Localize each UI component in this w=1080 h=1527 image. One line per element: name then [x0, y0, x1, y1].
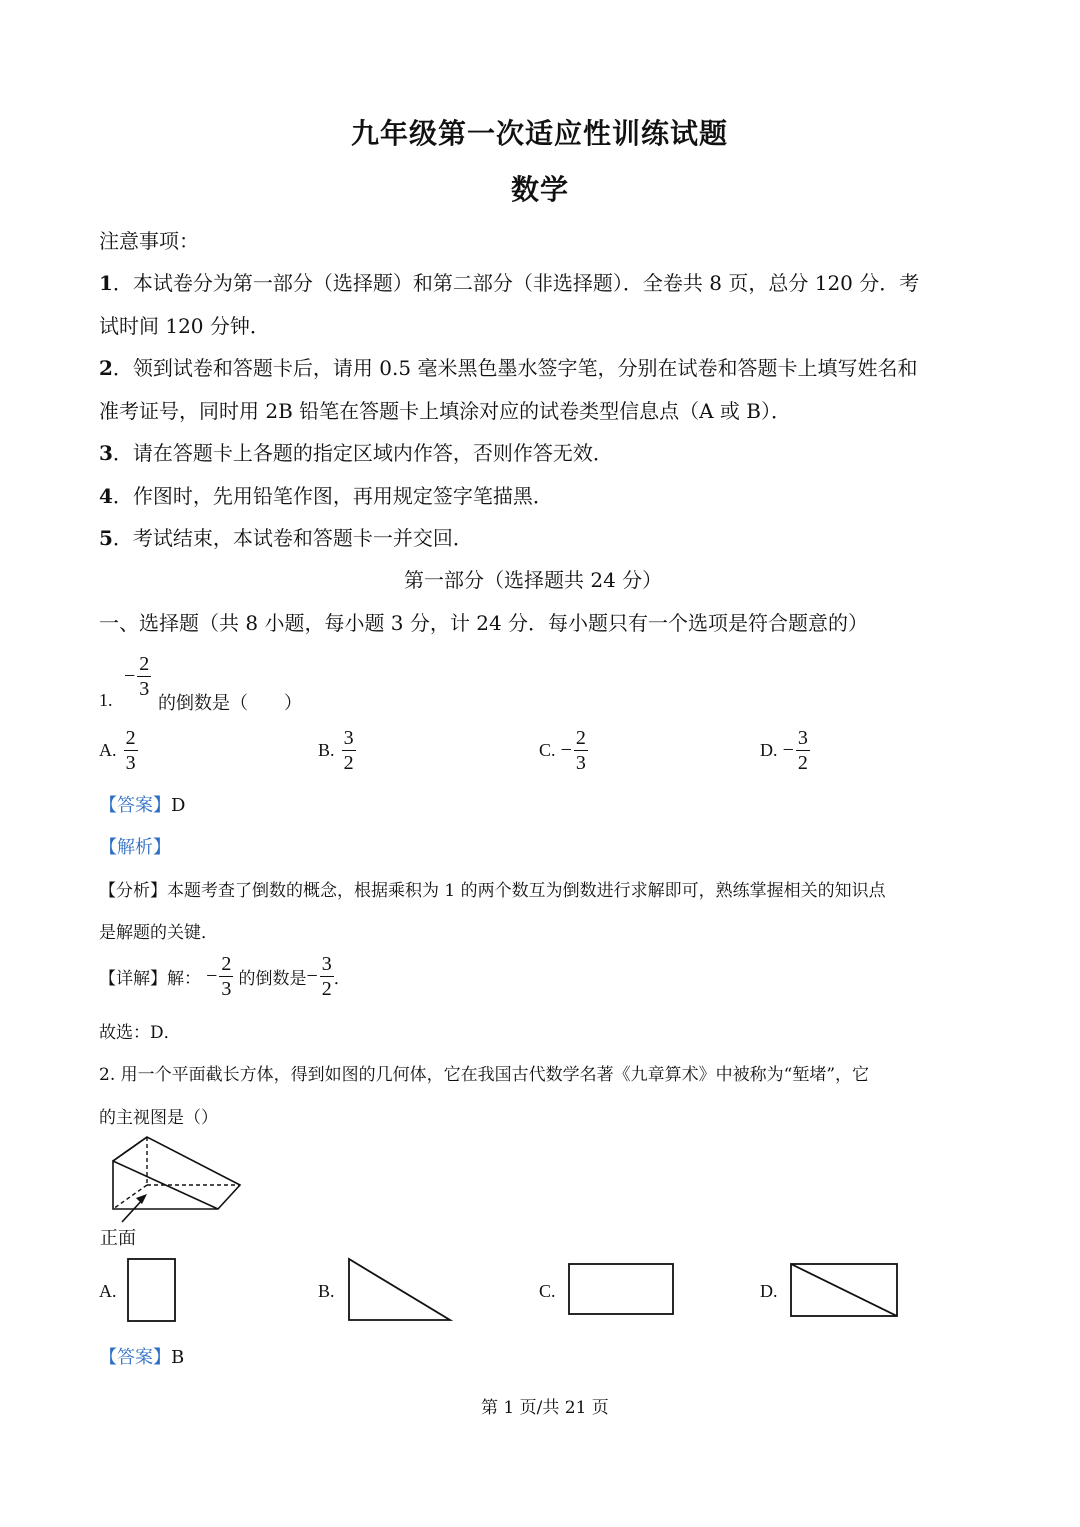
- page-footer: 第 1 页/共 21 页: [481, 1398, 609, 1418]
- detail-end: ．: [333, 969, 351, 989]
- denominator: 2: [343, 752, 354, 774]
- tall-rectangle: [128, 1259, 175, 1321]
- q1-option-c[interactable]: [539, 727, 588, 774]
- q2-option-d-figure[interactable]: [790, 1263, 900, 1319]
- q2-option-a-label[interactable]: A.: [99, 1281, 117, 1301]
- right-triangle: [349, 1259, 450, 1320]
- denominator: 3: [221, 978, 232, 1000]
- q1-choice: 故选：D．: [99, 1023, 181, 1043]
- denominator: 3: [575, 752, 586, 774]
- denominator: 2: [321, 978, 332, 1000]
- solid-top-edge: [113, 1137, 147, 1161]
- note-number: 3: [99, 441, 113, 465]
- notes-heading: 注意事项：: [99, 229, 199, 253]
- q2-line2: 的主视图是（）: [99, 1108, 218, 1128]
- q2-answer: [99, 1343, 184, 1369]
- numerator: 3: [321, 953, 332, 975]
- minus-sign: −: [306, 965, 318, 987]
- minus-sign: −: [124, 665, 136, 687]
- page-title: 九年级第一次适应性训练试题: [351, 117, 729, 150]
- option-sign: −: [782, 739, 794, 761]
- q1-option-d[interactable]: [760, 727, 810, 774]
- detail-mid: 的倒数是: [238, 969, 307, 989]
- front-arrow-head: [136, 1194, 147, 1204]
- q2-option-c-label[interactable]: C.: [539, 1281, 556, 1301]
- q1-fenxi-line2: 是解题的关键．: [99, 923, 218, 943]
- note-text: ．请在答题卡上各题的指定区域内作答，否则作答无效．: [112, 441, 613, 465]
- option-label: B.: [318, 740, 335, 760]
- q1-number: 1.: [99, 690, 113, 710]
- q2-option-b-label[interactable]: B.: [318, 1281, 335, 1301]
- answer-tag: 【答案】: [99, 1347, 171, 1368]
- answer-value: D: [171, 795, 186, 816]
- option-sign: −: [560, 739, 572, 761]
- answer-value: B: [171, 1347, 185, 1368]
- q1-detail: [99, 953, 351, 1000]
- note-text: ．作图时，先用铅笔作图，再用规定签字笔描黑．: [112, 484, 553, 508]
- note-number: 2: [99, 356, 113, 380]
- note-number: 1: [99, 271, 113, 295]
- note-item-1: [99, 267, 919, 296]
- q1-option-b[interactable]: [318, 727, 356, 774]
- denominator: 3: [125, 752, 136, 774]
- note-item-2-cont: 准考证号，同时用 2B 铅笔在答题卡上填涂对应的试卷类型信息点（A 或 B）．: [99, 399, 791, 423]
- part1-heading: 第一部分（选择题共 24 分）: [404, 568, 663, 592]
- q1-fraction: [124, 653, 151, 700]
- note-item-2: [99, 352, 917, 381]
- numerator: 2: [125, 727, 136, 749]
- note-item-4: [99, 480, 553, 509]
- detail-prefix: 【详解】解：: [99, 969, 201, 989]
- note-item-5: [99, 522, 473, 551]
- q1-fenxi-line1: 【分析】本题考查了倒数的概念，根据乘积为 1 的两个数互为倒数进行求解即可，熟练掌握相关的知识点: [99, 881, 886, 901]
- q2-line1: 2. 用一个平面截长方体，得到如图的几何体，它在我国古代数学名著《九章算术》中被称为“堑堵”，它: [99, 1065, 870, 1085]
- minus-sign: −: [206, 965, 218, 987]
- note-text: ．本试卷分为第一部分（选择题）和第二部分（非选择题）．全卷共 8 页，总分 120 分．考: [112, 271, 920, 295]
- section-heading: 一、选择题（共 8 小题，每小题 3 分，计 24 分．每小题只有一个选项是符合题意的）: [99, 611, 869, 635]
- front-label: 正面: [100, 1228, 136, 1249]
- option-label: D.: [760, 740, 778, 760]
- solid-figure: [100, 1132, 250, 1232]
- note-item-1-cont: 试时间 120 分钟．: [99, 314, 270, 338]
- note-text: ．领到试卷和答题卡后，请用 0.5 毫米黑色墨水签字笔，分别在试卷和答题卡上填写姓名和: [112, 356, 918, 380]
- numerator: 2: [575, 727, 586, 749]
- diagonal-line: [791, 1264, 897, 1316]
- note-number: 5: [99, 526, 113, 550]
- q1-option-a[interactable]: [99, 727, 138, 774]
- q2-option-d-label[interactable]: D.: [760, 1281, 778, 1301]
- q2-option-c-figure[interactable]: [568, 1263, 676, 1317]
- q1-answer: [99, 791, 185, 817]
- option-label: A.: [99, 740, 117, 760]
- numerator: 2: [139, 653, 150, 675]
- wide-rectangle: [569, 1264, 673, 1314]
- numerator: 3: [797, 727, 808, 749]
- numerator: 2: [221, 953, 232, 975]
- denominator: 3: [139, 678, 150, 700]
- note-text: ．考试结束，本试卷和答题卡一并交回．: [112, 526, 473, 550]
- denominator: 2: [797, 752, 808, 774]
- option-label: C.: [539, 740, 556, 760]
- subject-title: 数学: [511, 173, 570, 206]
- q2-option-a-figure[interactable]: [127, 1258, 177, 1324]
- numerator: 3: [343, 727, 354, 749]
- q1-stem: 的倒数是（ ）: [158, 693, 302, 714]
- answer-tag: 【答案】: [99, 795, 171, 816]
- note-number: 4: [99, 484, 113, 508]
- q2-option-b-figure[interactable]: [346, 1257, 454, 1323]
- note-item-3: [99, 437, 613, 466]
- q1-analysis-tag: 【解析】: [99, 837, 171, 858]
